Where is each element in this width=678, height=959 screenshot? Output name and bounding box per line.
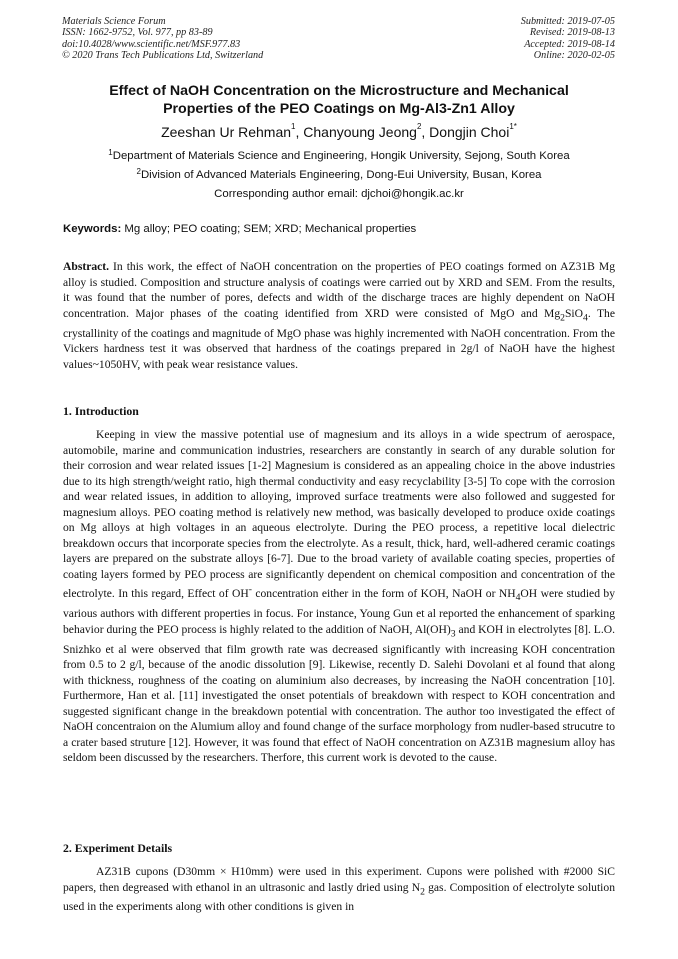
- date-online: Online: 2020-02-05: [533, 50, 615, 62]
- subscript: 2: [420, 885, 425, 897]
- section-heading-introduction: 1. Introduction: [63, 404, 139, 418]
- superscript: -: [248, 584, 252, 596]
- corresponding-author: Corresponding author email: djchoi@hongik.ac.kr: [214, 188, 464, 200]
- author-list: [60, 123, 618, 141]
- abstract: [63, 259, 615, 372]
- subscript: 4: [515, 592, 521, 604]
- affiliation-mark: 1: [108, 148, 113, 157]
- author-name: Dongjin Choi: [429, 124, 510, 140]
- author-affil-mark: 1*: [509, 122, 517, 131]
- keywords-text: Mg alloy; PEO coating; SEM; XRD; Mechanical properties: [124, 223, 417, 235]
- title-line-1: Effect of NaOH Concentration on the Microstructure and Mechanical: [109, 83, 569, 99]
- submission-dates: [521, 16, 615, 62]
- affiliation-mark: 2: [136, 167, 141, 176]
- author-name: Zeeshan Ur Rehman: [161, 124, 292, 140]
- subscript: 2: [560, 311, 565, 323]
- body-text: concentration either in the form of KOH, NaOH or NH: [251, 587, 516, 601]
- body-text: Keeping in view the massive potential use of magnesium and its alloys in a wide spectrum of aerospace, automobile, marine and communication industries, researchers are constantly in search of any durable solution for their corrosion and wear related issues [1-2] Magnesium is considered as an appealing choice in the above industries due to its high strength/weight ratio, high thermal conductivity and easy recyclability [3-5] To cope with the corrosion and wear related issues, in addition to alloying, improved surface treatments were also followed and suggested for magnesium alloys. PEO coating method is relatively new method, was basically developed to produce oxide coatings on Mg alloys at high voltages in an aqueous electrolyte. During the PEO process, a repetitive local dielectric breakdown occurs that incorporate species from the electrolyte. As a result, thick, hard, well-adhered ceramic coatings layers are prepared on the substrate alloys [6-7]. Due to the broad variety of available coating species, properties of coating layers formed by PEO process are significantly dependent on chemical composition and concentration of the electrolyte. In this regard, Effect of OH: [63, 428, 615, 601]
- affiliation-1: [60, 149, 618, 164]
- journal-copyright: © 2020 Trans Tech Publications Ltd, Switzerland: [62, 50, 264, 62]
- subscript: 4: [583, 311, 588, 323]
- journal-info: [62, 16, 263, 62]
- date-accepted: Accepted: 2019-08-14: [524, 38, 615, 50]
- introduction-body: [63, 427, 615, 766]
- keywords-label: Keywords:: [63, 223, 122, 235]
- title-line-2: Properties of the PEO Coatings on Mg-Al3-Zn1 Alloy: [163, 101, 515, 117]
- journal-name: Materials Science Forum: [62, 16, 166, 27]
- author-separator: ,: [421, 124, 430, 140]
- body-text: AZ31B cupons (D30mm × H10mm) were used in this experiment. Cupons were polished with #2000 SiC papers, then degreased with ethanol in an ultrasonic and lastly dried using N: [63, 865, 615, 894]
- abstract-text: In this work, the effect of NaOH concentration on the properties of PEO coatings formed on AZ31B Mg alloy is studied. Composition and structure analysis of coatings were carried out by XRD and SEM. From the results, it was found that the number of pores, defects and width of the discharge traces are highly dependent on NaOH concentration. Major phases of the coating identified from XRD were consisted of MgO and Mg: [63, 260, 615, 320]
- affiliation-text: Division of Advanced Materials Engineering, Dong-Eui University, Busan, Korea: [140, 169, 542, 181]
- experiment-body: [63, 864, 615, 915]
- author-affil-mark: 1: [291, 122, 296, 131]
- abstract-text: . The crystallinity of the coatings and magnitude of MgO phase was highly incremented with NaOH concentration. From the Vickers hardness test it was observed that hardness of the coatings prepared in 2g/l of NaOH have the highest values~1050HV, with peak wear resistance values.: [63, 306, 615, 371]
- keywords: [63, 222, 416, 237]
- affiliation-text: Department of Materials Science and Engineering, Hongik University, Sejong, South Korea: [112, 150, 570, 162]
- author-affil-mark: 2: [416, 122, 422, 131]
- subscript: 3: [450, 628, 456, 640]
- abstract-label: Abstract.: [63, 260, 110, 273]
- section-heading-experiment: 2. Experiment Details: [63, 841, 173, 855]
- author-name: Chanyoung Jeong: [303, 124, 417, 140]
- journal-issn: ISSN: 1662-9752, Vol. 977, pp 83-89: [62, 27, 213, 39]
- paper-title: [60, 82, 618, 118]
- affiliation-2: [60, 168, 618, 183]
- body-text: and KOH in electrolytes [8]. L.O. Snizhko et al were observed that film growth rate was decreased significantly with increasing KOH concentration from 0.5 to 2 g/l, because of the anodic dissolution [9]. Likewise, recently D. Salehi Dovolani et al found that along with thickness, roughness of the coating on aluminium also decreases, by increasing the NaOH concentration [10]. Furthermore, Han et al. [11] investigated the onset potentials of breakdown with respect to KOH concentration and suggested significant change in the breakdown potential with concentration. The author too investigated the effect of NaOH concentraion on the Alumium alloy and found change of the surface morphology from nudler-based strucutre to a crater based struture [12]. However, it was found that effect of NaOH concentration on AZ31B magnesium alloy has seldom been discussed by the researchers. Therfore, this current work is devoted to the cause.: [63, 622, 616, 765]
- journal-doi: doi:10.4028/www.scientific.net/MSF.977.83: [62, 38, 241, 50]
- body-text: OH were studied by various authors with different properties in focus. For instance, Young Gun et al reported the enhancement of sparking behavior during the PEO process is highly related to the addition of NaOH, Al(OH): [63, 587, 616, 636]
- author-separator: ,: [295, 124, 304, 140]
- body-text: gas. Composition of electrolyte solution used in the experiments along with other conditions is given in: [63, 880, 615, 914]
- date-submitted: Submitted: 2019-07-05: [520, 16, 615, 27]
- date-revised: Revised: 2019-08-13: [529, 27, 615, 39]
- abstract-text: SiO: [564, 306, 584, 320]
